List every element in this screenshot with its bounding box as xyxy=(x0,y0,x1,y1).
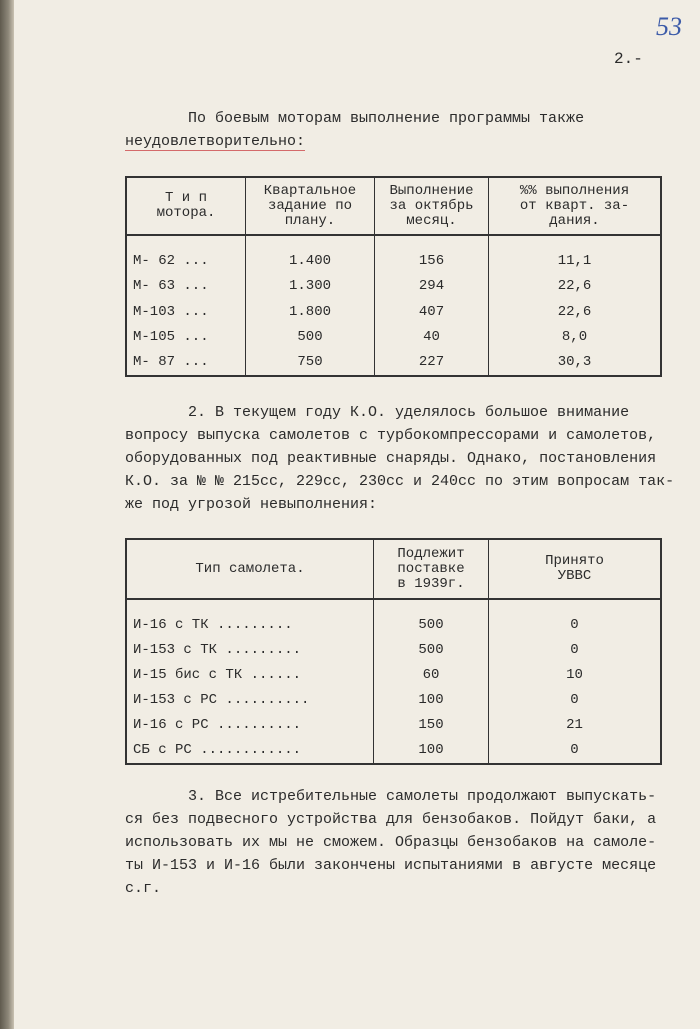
engine-table-cell: 1.800 xyxy=(246,299,375,324)
engine-table-cell: 294 xyxy=(375,274,489,299)
section3-line-2: ся без подвесного устройства для бензобаков. Пойдут баки, а xyxy=(125,811,657,828)
aircraft-table xyxy=(125,538,662,765)
engine-table-cell: 22,6 xyxy=(489,299,662,324)
section2-line-2: вопросу выпуска самолетов с турбокомпрессорами и самолетов, xyxy=(125,427,657,444)
aircraft-table-header: Подлежит поставке в 1939г. xyxy=(374,539,489,599)
engine-table-cell: М-105 ... xyxy=(126,325,246,350)
aircraft-table-cell: 0 xyxy=(489,738,662,764)
section2-line-1: 2. В текущем году К.О. уделялось большое внимание xyxy=(188,404,630,421)
engine-table-cell: 156 xyxy=(375,235,489,274)
aircraft-table-cell: 500 xyxy=(374,599,489,638)
aircraft-table-cell: 0 xyxy=(489,638,662,663)
aircraft-table-cell: 500 xyxy=(374,638,489,663)
table-row xyxy=(126,235,661,274)
engine-table-cell: 500 xyxy=(246,325,375,350)
aircraft-table-cell: 0 xyxy=(489,688,662,713)
page-number: 2.- xyxy=(614,50,643,68)
table-row xyxy=(126,599,661,638)
table-row xyxy=(126,350,661,376)
table-row xyxy=(126,713,661,738)
table-row xyxy=(126,638,661,663)
engine-table-cell: М- 87 ... xyxy=(126,350,246,376)
aircraft-table-cell: И-153 с ТК ......... xyxy=(126,638,374,663)
engine-table-cell: 1.400 xyxy=(246,235,375,274)
aircraft-table-cell: 10 xyxy=(489,663,662,688)
engine-table-cell: 750 xyxy=(246,350,375,376)
section3-line-5: с.г. xyxy=(125,880,162,897)
engine-table-cell: 8,0 xyxy=(489,325,662,350)
engine-table-cell: 11,1 xyxy=(489,235,662,274)
aircraft-table-cell: 100 xyxy=(374,738,489,764)
table-row xyxy=(126,299,661,324)
aircraft-table-cell: СБ с РС ............ xyxy=(126,738,374,764)
section3-line-1: 3. Все истребительные самолеты продолжают выпускать- xyxy=(188,788,657,805)
table-row xyxy=(126,274,661,299)
engine-table-cell: 407 xyxy=(375,299,489,324)
archive-page-number: 53 xyxy=(656,12,682,41)
engine-table-cell: 22,6 xyxy=(489,274,662,299)
aircraft-table-cell: 150 xyxy=(374,713,489,738)
table-row xyxy=(126,663,661,688)
aircraft-table-header: Тип самолета. xyxy=(126,539,374,599)
section2-line-3: оборудованных под реактивные снаряды. Однако, постановления xyxy=(125,450,657,467)
engine-table-header: Квартальное задание по плану. xyxy=(246,177,375,235)
engine-table-cell: 1.300 xyxy=(246,274,375,299)
aircraft-table-cell: И-16 с ТК ......... xyxy=(126,599,374,638)
engine-table-cell: 30,3 xyxy=(489,350,662,376)
engine-table-cell: 40 xyxy=(375,325,489,350)
section2-line-5: же под угрозой невыполнения: xyxy=(125,496,378,513)
engine-table-cell: М- 62 ... xyxy=(126,235,246,274)
engine-table-cell: 227 xyxy=(375,350,489,376)
aircraft-table-cell: И-16 с РС .......... xyxy=(126,713,374,738)
intro-line-1: По боевым моторам выполнение программы также xyxy=(188,110,585,127)
section2-line-4: К.О. за № № 215сс, 229сс, 230сс и 240сс по этим вопросам так- xyxy=(125,473,675,490)
engine-table-header: Выполнение за октябрь месяц. xyxy=(375,177,489,235)
aircraft-table-cell: И-153 с РС .......... xyxy=(126,688,374,713)
aircraft-table-cell: 60 xyxy=(374,663,489,688)
engine-table-header: Т и п мотора. xyxy=(126,177,246,235)
engine-table-cell: М- 63 ... xyxy=(126,274,246,299)
aircraft-table-cell: 100 xyxy=(374,688,489,713)
section3-line-3: использовать их мы не сможем. Образцы бензобаков на самоле- xyxy=(125,834,657,851)
aircraft-table-cell: 21 xyxy=(489,713,662,738)
aircraft-table-header: Принято УВВС xyxy=(489,539,662,599)
engine-table-cell: М-103 ... xyxy=(126,299,246,324)
intro-line-2: неудовлетворительно: xyxy=(125,133,306,150)
table-row xyxy=(126,738,661,764)
table-row xyxy=(126,325,661,350)
section3-line-4: ты И-153 и И-16 были закончены испытаниями в августе месяце xyxy=(125,857,657,874)
engine-table xyxy=(125,176,662,377)
aircraft-table-cell: И-15 бис с ТК ...... xyxy=(126,663,374,688)
page-binding-edge xyxy=(0,0,14,1029)
engine-table-header: %% выполнения от кварт. за- дания. xyxy=(489,177,662,235)
table-row xyxy=(126,688,661,713)
aircraft-table-cell: 0 xyxy=(489,599,662,638)
